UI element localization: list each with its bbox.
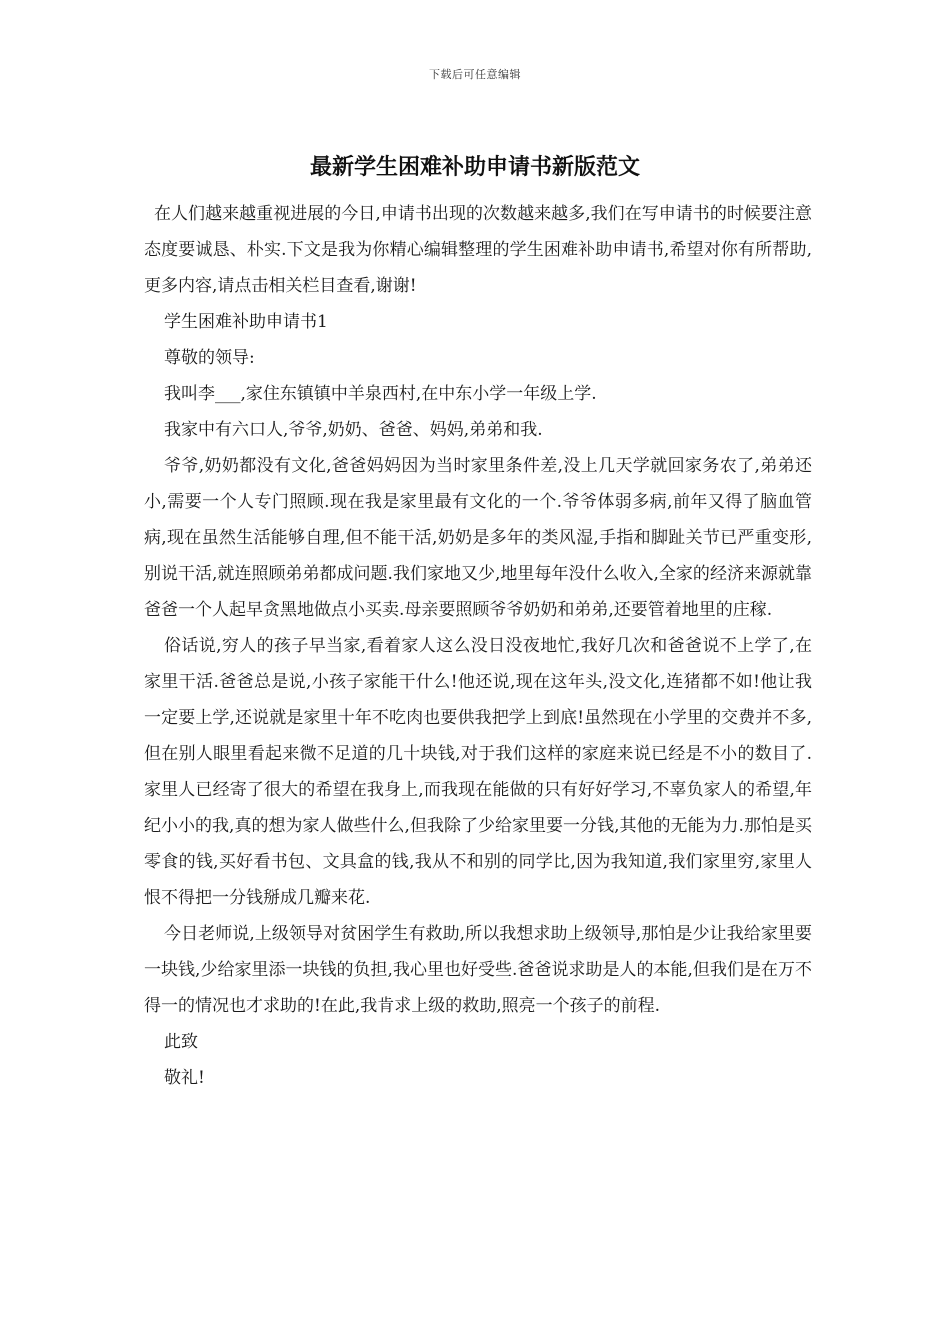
paragraph-intro: 在人们越来越重视进展的今日,申请书出现的次数越来越多,我们在写申请书的时候要注意态度要诚恳、朴实.下文是我为你精心编辑整理的学生困难补助申请书,希望对你有所帮助,更多内容,请点击相关栏目查看,谢谢! bbox=[144, 204, 812, 296]
paragraph-family-situation: 爷爷,奶奶都没有文化,爸爸妈妈因为当时家里条件差,没上几天学就回家务农了,弟弟还小,需要一个人专门照顾.现在我是家里最有文化的一个.爷爷体弱多病,前年又得了脑血管病,现在虽然生活能够自理,但不能干活,奶奶是多年的类风湿,手指和脚趾关节已严重变形,别说干活,就连照顾弟弟都成问题.我们家地又少,地里每年没什么收入,全家的经济来源就靠爸爸一个人起早贪黑地做点小买卖.母亲要照顾爷爷奶奶和弟弟,还要管着地里的庄稼. bbox=[144, 456, 812, 620]
paragraph-family: 我家中有六口人,爷爷,奶奶、爸爸、妈妈,弟弟和我. bbox=[164, 420, 543, 440]
paragraph-self-intro: 我叫李___,家住东镇镇中羊泉西村,在中东小学一年级上学. bbox=[164, 384, 597, 404]
paragraph-salutation: 尊敬的领导: bbox=[164, 348, 255, 368]
header-note: 下载后可任意编辑 bbox=[429, 68, 521, 81]
paragraph-closing-1: 此致 bbox=[164, 1032, 198, 1052]
paragraph-closing-2: 敬礼! bbox=[164, 1068, 205, 1088]
paragraph-hardship: 俗话说,穷人的孩子早当家,看着家人这么没日没夜地忙,我好几次和爸爸说不上学了,在家里干活.爸爸总是说,小孩子家能干什么!他还说,现在这年头,没文化,连猪都不如!他让我一定要上学,还说就是家里十年不吃肉也要供我把学上到底!虽然现在小学里的交费并不多,但在别人眼里看起来微不足道的几十块钱,对于我们这样的家庭来说已经是不小的数目了.家里人已经寄了很大的希望在我身上,而我现在能做的只有好好学习,不辜负家人的希望,年纪小小的我,真的想为家人做些什么,但我除了少给家里要一分钱,其他的无能为力.那怕是买零食的钱,买好看书包、文具盒的钱,我从不和别的同学比,因为我知道,我们家里穷,家里人恨不得把一分钱掰成几瓣来花. bbox=[144, 636, 812, 908]
document-title: 最新学生困难补助申请书新版范文 bbox=[309, 154, 640, 180]
document-body bbox=[144, 196, 812, 1096]
paragraph-subheading: 学生困难补助申请书1 bbox=[164, 312, 328, 332]
paragraph-request: 今日老师说,上级领导对贫困学生有救助,所以我想求助上级领导,那怕是少让我给家里要一块钱,少给家里添一块钱的负担,我心里也好受些.爸爸说求助是人的本能,但我们是在万不得一的情况也才求助的!在此,我肯求上级的救助,照亮一个孩子的前程. bbox=[144, 924, 812, 1016]
